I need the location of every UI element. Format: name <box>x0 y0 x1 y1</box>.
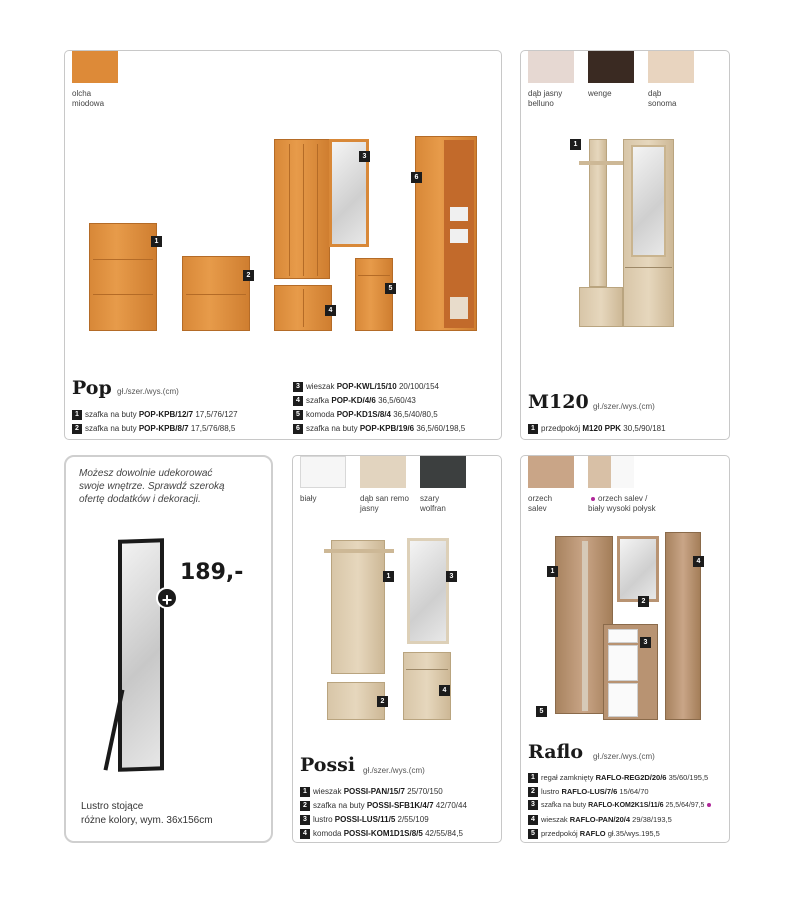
purple-dot-icon <box>707 803 711 807</box>
swatch-label: dąb sonoma <box>648 89 677 108</box>
marker-4: 4 <box>439 685 450 696</box>
pop-panel <box>64 50 502 440</box>
raflo-dims: gł./szer./wys.(cm) <box>593 752 655 761</box>
swatch-wenge[interactable] <box>588 51 634 83</box>
possi-title: Possi <box>300 754 356 776</box>
marker-5: 5 <box>536 706 547 717</box>
raflo-mirror-image <box>617 536 659 602</box>
possi-item-1: 1 wieszak POSSI-PAN/15/7 25/70/150 <box>300 786 443 798</box>
swatch-szary-wolfran[interactable] <box>420 456 466 488</box>
shoe-cabinet-2-image <box>182 256 250 331</box>
raflo-item-4: 4 wieszak RAFLO-PAN/20/4 29/38/193,5 <box>528 814 672 826</box>
marker-1: 1 <box>383 571 394 582</box>
swatch-dab-jasny-belluno[interactable] <box>528 51 574 83</box>
swatch-dab-sonoma[interactable] <box>648 51 694 83</box>
raflo-item-1: 1 regał zamknięty RAFLO-REG2D/20/6 35/60/195,5 <box>528 772 708 784</box>
swatch-orzech-salev[interactable] <box>528 456 574 488</box>
possi-hanger-image <box>331 540 385 674</box>
pop-item-6: 6 szafka na buty POP-KPB/19/6 36,5/60/198,5 <box>293 423 465 435</box>
possi-item-3: 3 lustro POSSI-LUS/11/5 2/55/109 <box>300 814 429 826</box>
small-cabinet-image <box>274 285 332 331</box>
marker-1: 1 <box>570 139 581 150</box>
swatch-label: szary wolfran <box>420 494 446 513</box>
swatch-label: dąb san remo jasny <box>360 494 409 513</box>
swatch-label: orzech salev / biały wysoki połysk <box>588 494 656 513</box>
pop-title: Pop <box>72 377 112 399</box>
promo-caption: Lustro stojące różne kolory, wym. 36x156cm <box>81 801 213 826</box>
possi-mirror-image <box>407 538 449 644</box>
promo-note: Możesz dowolnie udekorować swoje wnętrze. Sprawdź szeroką ofertę dodatków i dekoracji. <box>79 468 225 505</box>
marker-2: 2 <box>243 270 254 281</box>
marker-4: 4 <box>325 305 336 316</box>
possi-item-2: 2 szafka na buty POSSI-SFB1K/4/7 42/70/44 <box>300 800 467 812</box>
promo-price: 189,- <box>180 560 244 585</box>
m120-item-1: 1 przedpokój M120 PPK 30,5/90/181 <box>528 423 666 435</box>
raflo-title: Raflo <box>528 741 584 763</box>
promo-panel <box>64 455 273 843</box>
coat-hanger-image <box>274 139 330 279</box>
tall-shoe-cabinet-image <box>415 136 477 331</box>
raflo-item-5: 5 przedpokój RAFLO gł.35/wys.195,5 <box>528 828 660 840</box>
purple-dot-icon <box>591 497 595 501</box>
pop-item-2: 2 szafka na buty POP-KPB/8/7 17,5/76/88,5 <box>72 423 235 435</box>
swatch-label: wenge <box>588 89 612 98</box>
swatch-label: dąb jasny belluno <box>528 89 563 108</box>
swatch-olcha-miodowa[interactable] <box>72 51 118 83</box>
raflo-item-2: 2 lustro RAFLO-LUS/7/6 15/64/70 <box>528 786 649 798</box>
m120-dims: gł./szer./wys.(cm) <box>593 402 655 411</box>
pop-item-5: 5 komoda POP-KD1S/8/4 36,5/40/80,5 <box>293 409 438 421</box>
m120-panel <box>520 50 730 440</box>
swatch-dab-san-remo-jasny[interactable] <box>360 456 406 488</box>
m120-hallway-image <box>579 139 674 327</box>
marker-3: 3 <box>359 151 370 162</box>
swatch-bialy[interactable] <box>300 456 346 488</box>
swatch-label: biały <box>300 494 317 503</box>
swatch-label: olcha miodowa <box>72 89 105 108</box>
marker-3: 3 <box>640 637 651 648</box>
pop-dims: gł./szer./wys.(cm) <box>117 387 179 396</box>
marker-3: 3 <box>446 571 457 582</box>
marker-1: 1 <box>151 236 162 247</box>
marker-2: 2 <box>377 696 388 707</box>
marker-1: 1 <box>547 566 558 577</box>
possi-item-4: 4 komoda POSSI-KOM1D1S/8/5 42/55/84,5 <box>300 828 463 840</box>
pop-item-1: 1 szafka na buty POP-KPB/12/7 17,5/76/127 <box>72 409 238 421</box>
possi-panel <box>292 455 502 843</box>
standing-mirror-image <box>112 539 188 773</box>
shoe-cabinet-1-image <box>89 223 157 331</box>
marker-2: 2 <box>638 596 649 607</box>
dresser-image <box>355 258 393 331</box>
swatch-label: orzech salev <box>528 494 553 513</box>
swatch-orzech-salev-bialy[interactable] <box>588 456 634 488</box>
raflo-item-3: 3 szafka na buty RAFLO-KOM2K1S/11/6 25,5/64/97,5 <box>528 800 714 812</box>
raflo-panel <box>520 455 730 843</box>
pop-item-4: 4 szafka POP-KD/4/6 36,5/60/43 <box>293 395 416 407</box>
add-icon[interactable]: + <box>156 587 178 609</box>
marker-4: 4 <box>693 556 704 567</box>
pop-item-3: 3 wieszak POP-KWL/15/10 20/100/154 <box>293 381 439 393</box>
possi-dims: gł./szer./wys.(cm) <box>363 766 425 775</box>
m120-title: M120 <box>528 391 589 413</box>
marker-5: 5 <box>385 283 396 294</box>
marker-6: 6 <box>411 172 422 183</box>
